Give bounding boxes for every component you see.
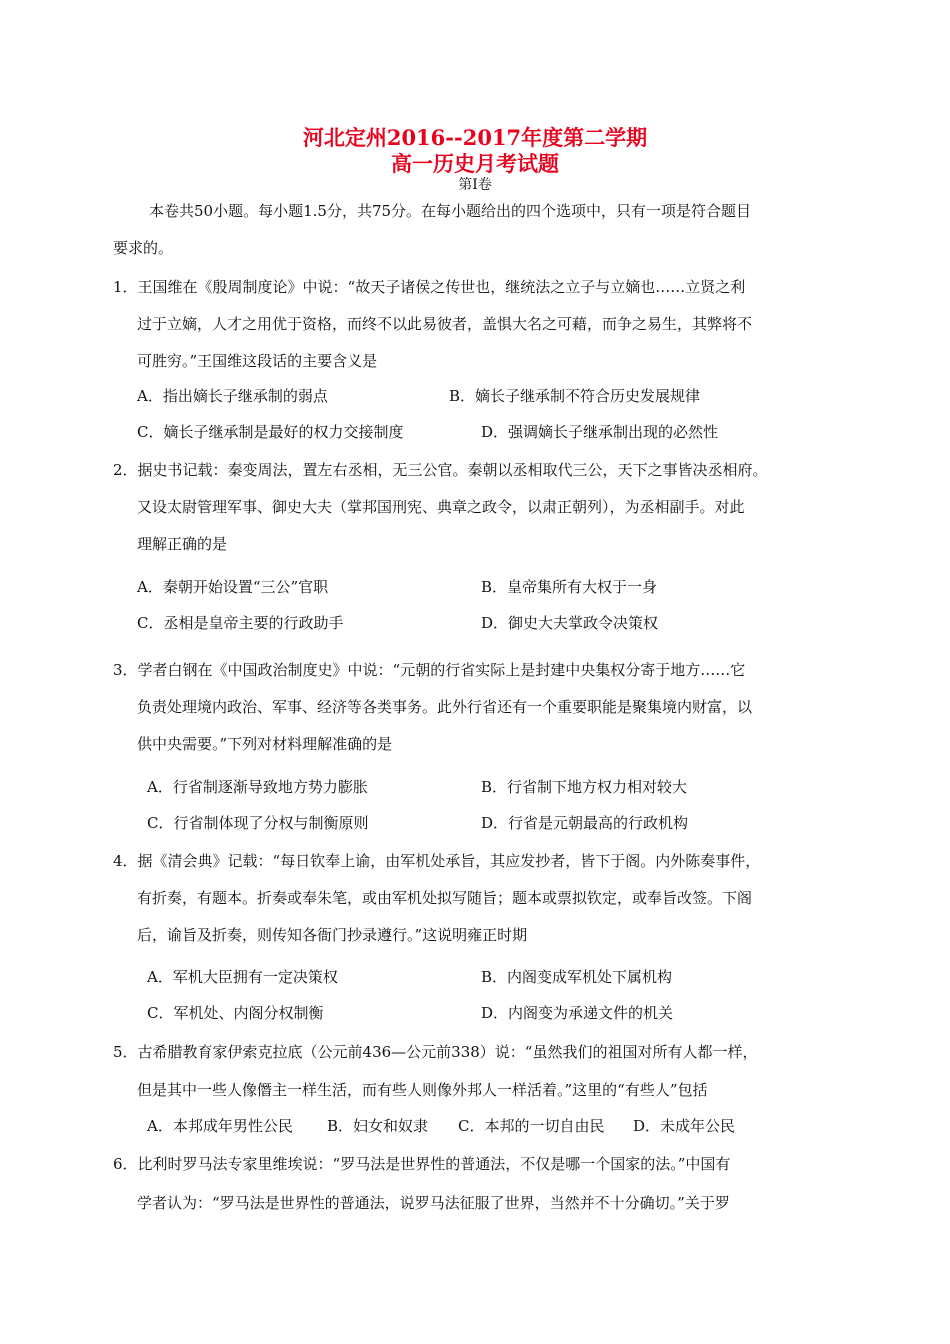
question-5-option-a: A．本邦成年男性公民 [147, 1117, 293, 1135]
question-2-line-3: 理解正确的是 [137, 535, 228, 553]
question-4-option-b: B．内阁变成军机处下属机构 [481, 968, 673, 986]
question-2-option-b: B．皇帝集所有大权于一身 [481, 578, 658, 596]
question-5-line-1: 5．古希腊教育家伊索克拉底（公元前436—公元前338）说：“虽然我们的祖国对所有人都一样， [113, 1043, 758, 1061]
question-3-option-d: D．行省是元朝最高的行政机构 [481, 814, 689, 832]
question-1-option-a: A．指出嫡长子继承制的弱点 [137, 387, 328, 405]
exam-title-line1: 河北定州2016--2017年度第二学期 [302, 125, 648, 150]
question-2-option-a: A．秦朝开始设置“三公”官职 [137, 578, 329, 596]
question-5-line-2: 但是其中一些人像僭主一样生活，而有些人则像外邦人一样活着。”这里的“有些人”包括 [137, 1081, 708, 1099]
question-1-option-c: C．嫡长子继承制是最好的权力交接制度 [137, 423, 404, 441]
question-3-line-1: 3．学者白钢在《中国政治制度史》中说：“元朝的行省实际上是封建中央集权分寄于地方……它 [113, 661, 746, 679]
question-1-line-1: 1．王国维在《殷周制度论》中说：“故天子诸侯之传世也，继统法之立子与立嫡也……立贤之利 [113, 278, 746, 296]
instructions-line2: 要求的。 [113, 239, 174, 257]
question-4-line-3: 后，谕旨及折奏，则传知各衙门抄录遵行。”这说明雍正时期 [137, 926, 528, 944]
question-1-option-d: D．强调嫡长子继承制出现的必然性 [481, 423, 719, 441]
question-2-option-c: C．丞相是皇帝主要的行政助手 [137, 614, 344, 632]
question-2-line-1: 2．据史书记载：秦变周法，置左右丞相，无三公官。秦朝以丞相取代三公，天下之事皆决丞相府。 [113, 461, 768, 479]
question-4-option-a: A．军机大臣拥有一定决策权 [147, 968, 338, 986]
question-4-option-c: C．军机处、内阁分权制衡 [147, 1004, 324, 1022]
question-3-option-a: A．行省制逐渐导致地方势力膨胀 [147, 778, 368, 796]
question-5-option-c: C．本邦的一切自由民 [458, 1117, 605, 1135]
question-2-option-d: D．御史大夫掌政令决策权 [481, 614, 659, 632]
question-5-option-b: B．妇女和奴隶 [327, 1117, 429, 1135]
question-3-option-c: C．行省制体现了分权与制衡原则 [147, 814, 369, 832]
question-3-option-b: B．行省制下地方权力相对较大 [481, 778, 688, 796]
question-3-line-2: 负责处理境内政治、军事、经济等各类事务。此外行省还有一个重要职能是聚集境内财富，以 [137, 698, 753, 716]
volume-label: 第I卷 [458, 177, 492, 193]
question-4-line-2: 有折奏，有题本。折奏或奉朱笔，或由军机处拟写随旨；题本或票拟钦定，或奉旨改签。下阁 [137, 889, 753, 907]
question-3-line-3: 供中央需要。”下列对材料理解准确的是 [137, 735, 393, 753]
question-6-line-1: 6．比利时罗马法专家里维埃说：“罗马法是世界性的普通法，不仅是哪一个国家的法。”中国有 [113, 1155, 731, 1173]
exam-title-line2: 高一历史月考试题 [391, 151, 559, 176]
question-1-option-b: B．嫡长子继承制不符合历史发展规律 [449, 387, 701, 405]
question-4-line-1: 4．据《清会典》记载：“每日钦奉上谕，由军机处承旨，其应发抄者，皆下于阁。内外陈奏事件， [113, 852, 761, 870]
question-1-line-2: 过于立嫡，人才之用优于资格，而终不以此易彼者，盖惧大名之可藉，而争之易生，其弊将不 [137, 315, 753, 333]
question-4-option-d: D．内阁变为承递文件的机关 [481, 1004, 674, 1022]
question-6-line-2: 学者认为：“罗马法是世界性的普通法，说罗马法征服了世界，当然并不十分确切。”关于罗 [137, 1194, 730, 1212]
question-5-option-d: D．未成年公民 [633, 1117, 736, 1135]
instructions-line1: 本卷共50小题。每小题1.5分，共75分。在每小题给出的四个选项中，只有一项是符合题目 [149, 202, 752, 220]
question-1-line-3: 可胜穷。”王国维这段话的主要含义是 [137, 352, 378, 370]
question-2-line-2: 又设太尉管理军事、御史大夫（掌邦国刑宪、典章之政令，以肃正朝列），为丞相副手。对此 [137, 498, 745, 516]
